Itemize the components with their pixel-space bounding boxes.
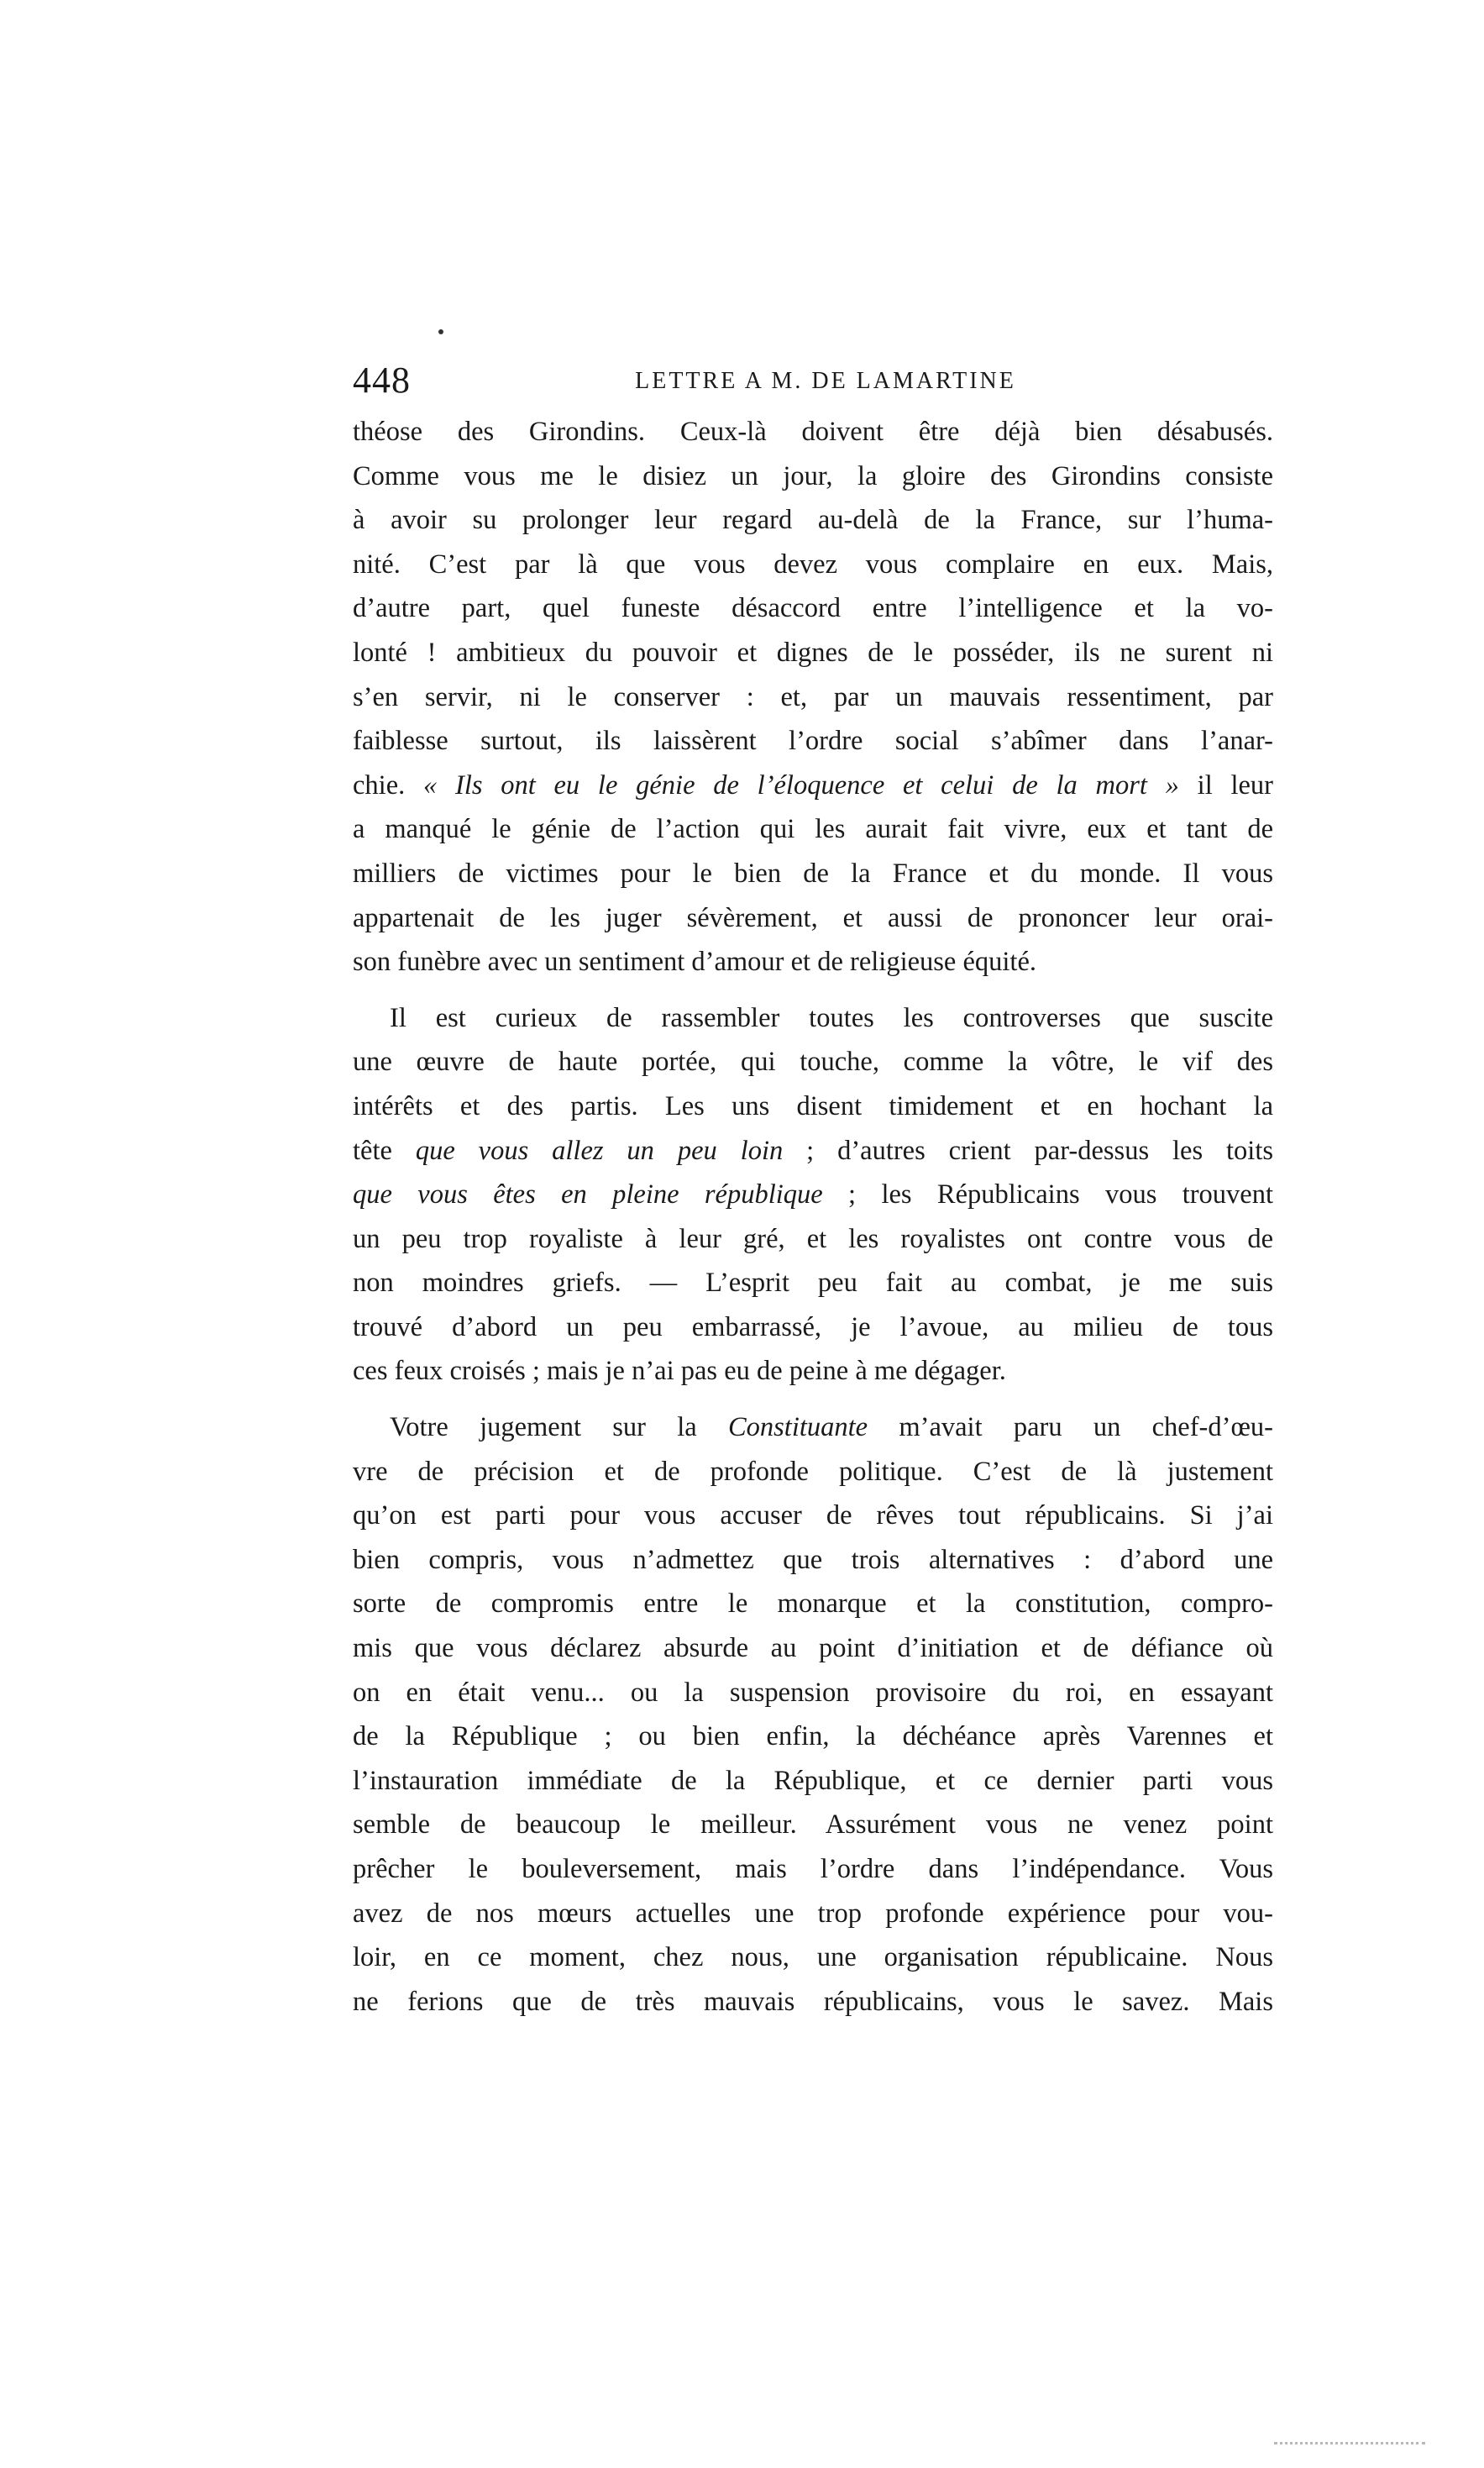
text-line: non moindres griefs. — L’esprit peu fait au combat, je me suis (353, 1268, 1273, 1299)
quote-tail: il leur (1178, 769, 1273, 801)
text-line: l’instauration immédiate de la République, et ce dernier parti vous (353, 1765, 1273, 1796)
text-line: à avoir su prolonger leur regard au-delà de la France, sur l’huma- (353, 505, 1273, 536)
text-line-with-italic (353, 1173, 1273, 1217)
text-line-with-italic (353, 1129, 1273, 1174)
book-page (353, 360, 1273, 2024)
text-line: un peu trop royaliste à leur gré, et les royalistes ont contre vous de (353, 1223, 1273, 1254)
text-line: nité. C’est par là que vous devez vous complaire en eux. Mais, (353, 549, 1273, 580)
running-title: LETTRE A M. DE LAMARTINE (635, 368, 1016, 394)
text-line: ces feux croisés ; mais je n’ai pas eu de peine à me dégager. (353, 1356, 1006, 1387)
text-line-with-italic (353, 1405, 1273, 1450)
text-line: de la République ; ou bien enfin, la déchéance après Varennes et (353, 1721, 1273, 1752)
running-head (353, 360, 1273, 410)
line-tail: ; d’autres crient par-dessus les toits (783, 1135, 1273, 1166)
text-line: sorte de compromis entre le monarque et la constitution, compro- (353, 1588, 1273, 1620)
text-line: avez de nos mœurs actuelles une trop profonde expérience pour vou- (353, 1898, 1273, 1929)
line-lead: Votre jugement sur la (390, 1412, 728, 1443)
italic-phrase: que vous êtes en pleine république (353, 1179, 823, 1210)
ink-speck (438, 329, 443, 334)
text-line: s’en servir, ni le conserver : et, par un mauvais ressentiment, par (353, 681, 1273, 712)
text-line: d’autre part, quel funeste désaccord entre l’intelligence et la vo- (353, 593, 1273, 624)
text-line: ne ferions que de très mauvais républicains, vous le savez. Mais (353, 1986, 1273, 2017)
page-number: 448 (353, 360, 411, 401)
italic-title: Constituante (727, 1412, 868, 1443)
text-line: Il est curieux de rassembler toutes les controverses que suscite (390, 1002, 1273, 1033)
line-tail: m’avait paru un chef-d’œu- (868, 1412, 1273, 1443)
line-tail: ; les Républicains vous trouvent (822, 1179, 1274, 1210)
text-line: vre de précision et de profonde politique. C’est de là justement (353, 1456, 1273, 1487)
text-line: intérêts et des partis. Les uns disent timidement et en hochant la (353, 1090, 1273, 1121)
italic-phrase: que vous allez un peu loin (415, 1135, 784, 1166)
italic-quote: « Ils ont eu le génie de l’éloquence et celui de la mort » (423, 769, 1179, 801)
text-line: son funèbre avec un sentiment d’amour et de religieuse équité. (353, 947, 1037, 978)
text-line: Comme vous me le disiez un jour, la gloire des Girondins consiste (353, 460, 1273, 491)
text-line: lonté ! ambitieux du pouvoir et dignes de le posséder, ils ne surent ni (353, 637, 1273, 668)
scan-edge-marks (1274, 2442, 1425, 2448)
text-line-with-quote (353, 764, 1273, 808)
paragraph-3 (353, 1405, 1273, 2024)
text-line: milliers de victimes pour le bien de la France et du monde. Il vous (353, 858, 1273, 889)
text-line: on en était venu... ou la suspension provisoire du roi, en essayant (353, 1677, 1273, 1708)
text-line: une œuvre de haute portée, qui touche, comme la vôtre, le vif des (353, 1047, 1273, 1078)
text-line: bien compris, vous n’admettez que trois alternatives : d’abord une (353, 1544, 1273, 1575)
text-line: théose des Girondins. Ceux-là doivent être déjà bien désabusés. (353, 417, 1273, 447)
text-line: appartenait de les juger sévèrement, et aussi de prononcer leur orai- (353, 902, 1273, 933)
text-line: faiblesse surtout, ils laissèrent l’ordre social s’abîmer dans l’anar- (353, 726, 1273, 757)
text-line: trouvé d’abord un peu embarrassé, je l’avoue, au milieu de tous (353, 1311, 1273, 1342)
paragraph-1 (353, 410, 1273, 985)
text-line: a manqué le génie de l’action qui les aurait fait vivre, eux et tant de (353, 814, 1273, 845)
text-line: loir, en ce moment, chez nous, une organisation républicaine. Nous (353, 1942, 1273, 1973)
text-line: qu’on est parti pour vous accuser de rêves tout républicains. Si j’ai (353, 1500, 1273, 1531)
text-line: mis que vous déclarez absurde au point d’initiation et de défiance où (353, 1633, 1273, 1664)
text-line: prêcher le bouleversement, mais l’ordre dans l’indépendance. Vous (353, 1854, 1273, 1884)
quote-lead: chie. (353, 769, 423, 801)
paragraph-2 (353, 996, 1273, 1394)
line-lead: tête (353, 1135, 416, 1166)
text-line: semble de beaucoup le meilleur. Assurément vous ne venez point (353, 1809, 1273, 1840)
